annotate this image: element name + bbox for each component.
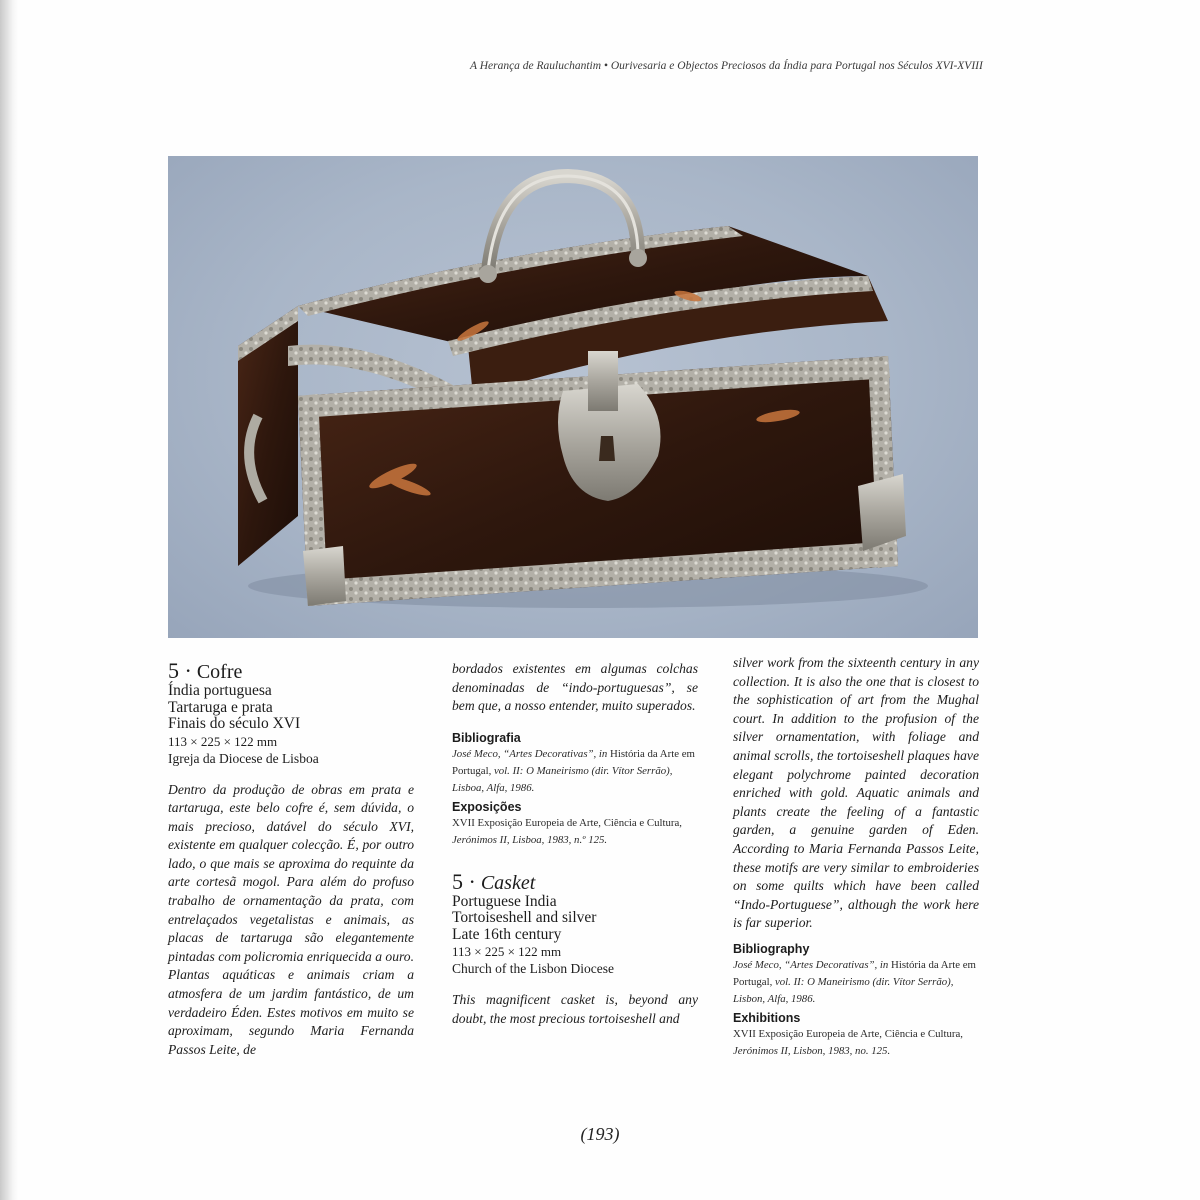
location-en: Church of the Lisbon Diocese bbox=[452, 961, 614, 977]
date-line-en: Late 16th century bbox=[452, 925, 562, 943]
bibliography-work-en: História da Arte em Portugal bbox=[733, 958, 976, 988]
page-gutter-shadow bbox=[0, 0, 18, 1200]
casket-photograph bbox=[168, 156, 978, 638]
material-line: Tartaruga e prata bbox=[168, 698, 273, 716]
bibliography-details: , vol. II: O Maneirismo (dir. Vítor Serrão), Lisboa, Alfa, 1986. bbox=[452, 764, 673, 794]
dimensions-en: 113 × 225 × 122 mm bbox=[452, 944, 562, 960]
bibliography-author-en: José Meco, “Artes Decorativas”, in bbox=[733, 958, 892, 971]
origin-line: Índia portuguesa bbox=[168, 682, 272, 699]
bibliography-author: José Meco, “Artes Decorativas”, in bbox=[452, 747, 611, 760]
description-continuation-en: silver work from the sixteenth century in any collection. It is also the one that is closest to the sophistication of art from the Mughal court. In addition to the profusion of the silver ornamentation, with foliage and animal scrolls, the tortoiseshell plaques have elegant polychrome painted decoration enriched with gold. Aquatic animals and plants create the feeling of a fantastic garden, a genuine garden of Eden. According to Maria Fernanda Passos Leite, these motifs are very similar to embroideries on some quilts which have been called “Indo-Portuguese”, although the work here is far superior. bbox=[733, 655, 979, 931]
description-continuation: bordados existentes em algumas colchas denominadas de “indo-portuguesas”, se bem que, a nosso entender, muito superados. bbox=[452, 661, 698, 714]
column-english bbox=[733, 654, 979, 1060]
exhibition-details-en: Jerónimos II, Lisbon, 1983, no. 125. bbox=[733, 1044, 891, 1057]
bibliography-work: História da Arte em Portugal bbox=[452, 747, 695, 777]
dimensions: 113 × 225 × 122 mm bbox=[168, 733, 278, 749]
bibliography-heading-en: Bibliography bbox=[733, 941, 810, 956]
exhibitions-heading-pt: Exposições bbox=[452, 799, 522, 814]
bibliography-details-en: , vol. II: O Maneirismo (dir. Vítor Serrão), Lisbon, Alfa, 1986. bbox=[733, 975, 954, 1005]
bibliography-heading-pt: Bibliografia bbox=[452, 730, 521, 745]
column-portuguese bbox=[168, 660, 414, 1059]
material-line-en: Tortoiseshell and silver bbox=[452, 909, 597, 927]
exhibitions-heading-en: Exhibitions bbox=[733, 1010, 801, 1025]
column-middle bbox=[452, 660, 698, 1028]
bibliography-entry-en bbox=[733, 957, 979, 1008]
date-line: Finais do século XVI bbox=[168, 715, 301, 732]
origin-line-en: Portuguese India bbox=[452, 892, 557, 910]
running-head: A Herança de Rauluchantim • Ourivesaria e Objectos Preciosos da Índia para Portugal nos Séculos XVI-XVIII bbox=[470, 60, 983, 72]
description-text: Dentro da produção de obras em prata e tartaruga, este belo cofre é, sem dúvida, o mais precioso, datável do século XVI, existente em qualquer colecção. É, por outro lado, o que mais se aproxima do requinte da arte cortesã mogol. Para além do profuso trabalho de ornamentação da prata, com entrelaçados vegetalistas e animais, as placas de tartaruga são elegantemente pintadas com policromia enriquecida a ouro. Plantas aquáticas e animais criam a atmosfera de um jardim fantástico, de um verdadeiro Éden. Estes motivos em muito se aproximam, segundo Maria Fernanda Passos Leite, de bbox=[168, 781, 414, 1057]
location: Igreja da Diocese de Lisboa bbox=[168, 750, 319, 766]
exhibition-details: Jerónimos II, Lisboa, 1983, n.º 125. bbox=[452, 833, 608, 846]
catalogue-object-name-en: Casket bbox=[480, 871, 536, 894]
exhibition-name: XVII Exposição Europeia de Arte, Ciência e Cultura, bbox=[452, 816, 682, 829]
page-number: (193) bbox=[580, 1124, 620, 1144]
catalogue-object-name: Cofre bbox=[196, 661, 243, 683]
casket-illustration bbox=[168, 156, 978, 638]
catalogue-title-pt bbox=[168, 660, 414, 683]
exhibition-name-en: XVII Exposição Europeia de Arte, Ciência e Cultura, bbox=[733, 1027, 963, 1040]
exhibitions-entry-en bbox=[733, 1026, 979, 1060]
catalogue-title-en bbox=[452, 868, 698, 894]
bibliography-entry-pt bbox=[452, 746, 698, 797]
catalogue-number-en: 5 · bbox=[452, 868, 476, 894]
description-text-en: This magnificent casket is, beyond any doubt, the most precious tortoiseshell and bbox=[452, 992, 698, 1026]
catalogue-number: 5 · bbox=[168, 658, 192, 683]
exhibitions-entry-pt bbox=[452, 815, 698, 849]
